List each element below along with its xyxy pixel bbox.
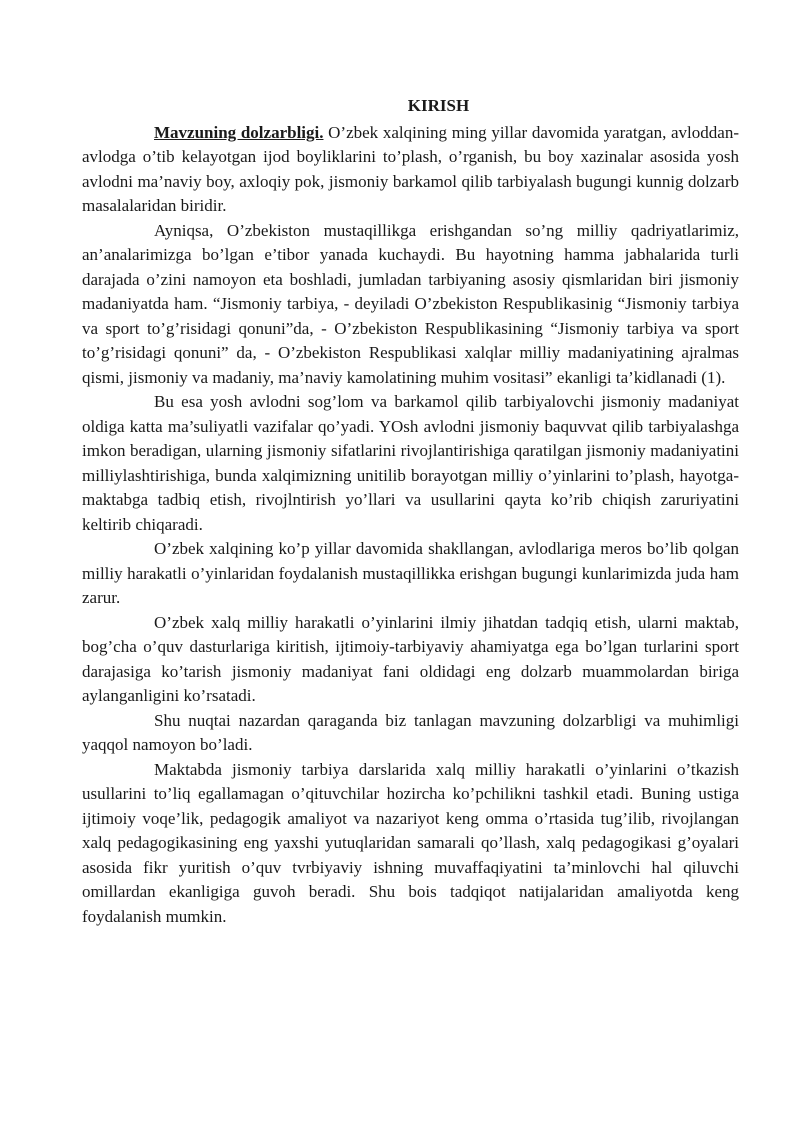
document-page [82,94,739,929]
paragraph-4: O’zbek xalqining ko’p yillar davomida shakllangan, avlodlariga meros bo’lib qolgan milliy harakatli o’yinlaridan foydalanish mustaqillikka erishgan bugungi kunlarimizda juda ham zarur. [82,539,739,607]
paragraph-6: Shu nuqtai nazardan qaraganda biz tanlagan mavzuning dolzarbligi va muhimligi yaqqol namoyon bo’ladi. [82,710,739,754]
paragraph-7: Maktabda jismoniy tarbiya darslarida xalq milliy harakatli o’yinlarini o’tkazish usullarini to’liq egallamagan o’qituvchilar hozircha ko’pchilikni tashkil etadi. Buning ustiga ijtimoiy voqe’lik, pedagogik amaliyot va nazariyot keng omma o’rtasida tug’ilib, rivojlangan xalq pedagogikasining eng yaxshi yutuqlaridan samarali qo’llash, xalq pedagogikasi g’oyalari asosida fikr yuritish o’quv tvrbiyaviy ishning muvaffaqiyatini ta’minlovchi hal qiluvchi omillardan ekanligiga guvoh beradi. Shu bois tadqiqot natijalaridan amaliyotda keng foydalanish mumkin. [82,759,739,926]
paragraph-5: O’zbek xalq milliy harakatli o’yinlarini ilmiy jihatdan tadqiq etish, ularni maktab, bog’cha o’quv dasturlariga kiritish, ijtimoiy-tarbiyaviy ahamiyatga ega bo’lgan turlarini sport darajasiga ko’tarish jismoniy madaniyat fani oldidagi eng dolzarb muammolardan biriga aylanganligini ko’rsatadi. [82,612,739,705]
paragraph-1-text: O’zbek xalqining ming yillar davomida yaratgan, avloddan-avlodga o’tib kelayotgan ijod boyliklarini to’plash, o’rganish, bu boy xazinalar asosida yosh avlodni ma’naviy boy, axloqiy pok, jismoniy barkamol qilib tarbiyalash bugungi kunnig dolzarb masalalaridan biridir. [82,122,739,215]
paragraph-2: Ayniqsa, O’zbekiston mustaqillikga erishgandan so’ng milliy qadriyatlarimiz, an’analarimizga bo’lgan e’tibor yanada kuchaydi. Bu hayotning hamma jabhalarida turli darajada o’zini namoyon eta boshladi, jumladan tarbiyaning asosiy qismlaridan biri jismoniy madaniyatda ham. “Jismoniy tarbiya, - deyiladi O’zbekiston Respublikasinig “Jismoniy tarbiya va sport to’g’risidagi qonuni”da, - O’zbekiston Respublikasining “Jismoniy tarbiya va sport to’g’risidagi qonuni” da, - O’zbekiston Respublikasi xalqlar milliy madaniyatining ajralmas qismi, jismoniy va madaniy, ma’naviy kamolatining muhim vositasi” ekanligi ta’kidlanadi (1). [82,220,739,387]
paragraph-1 [82,121,739,219]
lead-heading: Mavzuning dolzarbligi. [154,122,324,142]
document-title: KIRISH [407,96,470,115]
paragraph-3: Bu esa yosh avlodni sog’lom va barkamol qilib tarbiyalovchi jismoniy madaniyat oldiga katta ma’suliyatli vazifalar qo’yadi. YOsh avlodni jismoniy baquvvat qilib tarbiyalashga imkon beradigan, ularning jismoniy sifatlarini rivojlantirishiga qaratilgan jismoniy madaniyatini milliylashtirishiga, bunda xalqimizning unitilib borayotgan milliy o’yinlarini to’plash, hayotga-maktabga tadbiq etish, rivojlntirish yo’llari va usullarini qayta ko’rib chiqish zaruriyatini keltirib chiqaradi. [82,392,739,534]
